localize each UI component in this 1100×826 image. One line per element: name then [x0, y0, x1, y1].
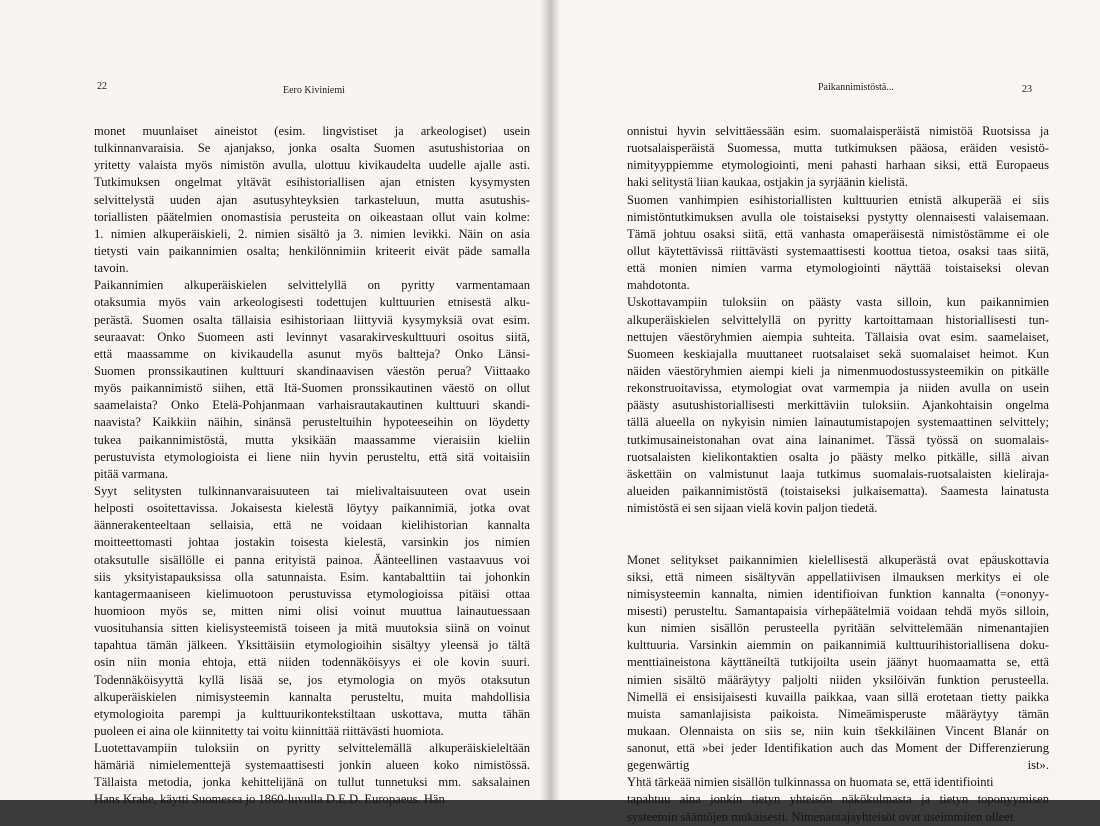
text-line: osin niin monia ehtoja, että niiden todennäköisyys ei ole kovin suuri. — [94, 655, 530, 670]
text-line: Tutkimuksen ongelmat yltävät esihistoriallisen ajan etnisten kysymysten — [94, 175, 530, 190]
text-line: tapahtuu aina jonkin tietyn yhteisön näkökulmasta ja tietyn toponyymisen — [627, 792, 1049, 807]
text-line: kulttuuria. Varsinkin aiemmin on paikannimiä kulttuurihistoriallisena doku- — [627, 638, 1049, 653]
text-line: päästy asutushistoriallisesti merkittäviin tuloksiin. Ajankohtaisin ongelma — [627, 398, 1049, 413]
text-line: Todennäköisyyttä kyllä lisää se, jos etymologia on myös otaksutun — [94, 672, 530, 687]
text-line: siksi, että nimeen sisältyvän appellatiivisen ilmauksen merkitys ei ole — [627, 569, 1049, 584]
text-line: onnistui hyvin selvittäessään esim. suomalaisperäistä nimistöä Ruotsissa ja — [627, 124, 1049, 138]
text-line: sanonut, että »bei jeder Identifikation auch das Moment der Differenzierung — [627, 741, 1049, 756]
text-line: Uskottavampiin tuloksiin on päästy vasta silloin, kun paikannimien — [627, 295, 1049, 310]
text-line: nettujen väestöryhmien aiempia suhteita. Tällaisia ovat esim. saamelaiset, — [627, 329, 1049, 344]
text-line: ruotsalaisten kielikontaktien osalta jo päästy melko pitkälle, sillä aivan — [627, 449, 1049, 464]
text-line: 1. nimien alkuperäiskieli, 2. nimien sisältö ja 3. nimien levikki. Näin on asia — [94, 226, 530, 241]
text-line: tutkimusaineistonahan ovat aina lainanimet. Tässä työssä on suomalais- — [627, 432, 1049, 447]
text-line: mahdotonta. — [627, 278, 690, 293]
text-line: Nimellä ei ensisijaisesti kuvailla paikkaa, vaan sillä erotetaan tietty paikka — [627, 689, 1049, 704]
text-line: naavista? Kaikkiin näihin, sinänsä perusteltuihin hypoteeseihin on löydetty — [94, 415, 530, 430]
text-line: ruotsalaisperäistä Suomessa, mutta tutkimuksen pääosa, eräiden vesistö- — [627, 141, 1049, 156]
text-line: tulkinnanvaraisia. Se ajanjakso, jonka osalta Suomen asutushistoriaa on — [94, 141, 530, 156]
text-line: perustuvista etymologioista ei liene niin hyvin perusteltu, että sitä voitaisiin — [94, 449, 530, 464]
text-line: saamelaista? Onko Etelä-Pohjanmaan varhaisrautakautinen kulttuuri skandi- — [94, 398, 530, 413]
text-line: kantagermaaniseen kielimuotoon perustuvissa etymologioissa pitäisi ottaa — [94, 586, 530, 601]
text-line: nimistöntutkimuksen avulla ole toistaiseksi pystytty olennaisesti valaisemaan. — [627, 209, 1049, 224]
text-line: Syyt selitysten tulkinnanvaraisuuteen tai mielivaltaisuuteen ovat usein — [94, 483, 530, 498]
left-body-text — [94, 123, 530, 809]
text-line: että maassamme on kivikaudella asunut myös baltteja? Onko Länsi- — [94, 346, 530, 361]
text-line — [627, 534, 1049, 551]
text-line: perästä. Suomen osalta tällaisia esihistoriaan liittyviä kysymyksiä ovat esim. — [94, 312, 530, 327]
text-line: toriallisten päätelmien onomastisia perusteita on oikeastaan ollut vain kolme: — [94, 209, 530, 224]
text-line: hämäriä nimielementtejä systemaattisesti jonkin alueen koko nimistössä. — [94, 758, 530, 773]
text-line: menttiaineistona käyttäneiltä tutkijoilta usein jäänyt huomaamatta se, että — [627, 655, 1049, 670]
text-line: huomioon myös se, mitten nimi olisi voinut muuttua lainautuessaan — [94, 603, 530, 618]
text-line: alkuperäiskielen selvittelyllä on pyritty kartoittamaan historiallisesti tun- — [627, 312, 1049, 327]
text-line: puoleen ei aina ole kiinnitetty tai voitu kiinnittää riittävästi huomiota. — [94, 723, 444, 738]
text-line: kun nimien sisällön perusteella pyritään selvittelemään nimenantajien — [627, 621, 1049, 636]
text-line: tietysti vain paikannimien osalta; henkilönnimiin kriteerit eivät päde samalla — [94, 243, 530, 258]
text-line: pitää varmana. — [94, 466, 169, 481]
text-line: nimityyppiemme etymologiointi, meni pahasti harhaan siksi, että Europaeus — [627, 158, 1049, 173]
text-line: myös paikannimistö siihen, että Itä-Suomen pronssikautinen väestö on ollut — [94, 381, 530, 396]
text-line: nimien sisältö määräytyy paljolti niiden yksilöivän funktion perusteella. — [627, 672, 1049, 687]
text-line: helposti osoitettavissa. Jokaisesta kielestä löytyy paikannimiä, jotka ovat — [94, 501, 530, 516]
text-line: alkuperäiskielen nimisysteemin kannalta perusteltu, muita mahdollisia — [94, 689, 530, 704]
text-line: yritetty valaista myös nimistön avulla, ulottuu kivikaudelta uudelle ajalle asti. — [94, 158, 530, 173]
text-line: haki selitystä liian kaukaa, ostjakin ja syrjäänin kielistä. — [627, 175, 908, 190]
left-page — [0, 0, 551, 807]
text-line: Suomen vanhimpien esihistoriallisten kulttuurien etnistä alkuperää ei siis — [627, 192, 1049, 207]
text-line: etymologioita parempi ja kulttuurikontekstiltaan uskottava, mutta tähän — [94, 706, 530, 721]
text-line: tukea paikannimistöstä, mutta yksikään maassamme vieraisiin kieliin — [94, 432, 530, 447]
text-line: Suomen pronssikautinen kulttuuri skandinaavisen väestön perua? Viittaako — [94, 363, 530, 378]
text-line: vuosituhansia sitten kielisysteemistä toiseen ja mitä muutoksia siinä on voinut — [94, 621, 530, 636]
text-line: Paikannimien alkuperäiskielen selvittelyllä on pyritty varmentamaan — [94, 278, 530, 293]
text-line: ollut käytettävissä riittävästi systemaattisesti koottua tietoa, osaksi taas siitä, — [627, 243, 1049, 258]
text-line: Yhtä tärkeää nimien sisällön tulkinnassa on huomata se, että identifiointi — [627, 775, 994, 790]
right-running-head: Paikannimistöstä... — [818, 82, 894, 93]
book-gutter — [540, 0, 560, 800]
text-line: Tämä johtuu osaksi siitä, että vanhasta omaperäisestä nimistöstämme ei ole — [627, 226, 1049, 241]
text-line: muista samanlajisista paikoista. Nimeämisperuste määräytyy tämän — [627, 706, 1049, 721]
text-line: otaksumia myös vain arkeologisesti todettujen kulttuurien etnisestä alku- — [94, 295, 530, 310]
text-line: tavoin. — [94, 261, 129, 276]
text-line — [627, 517, 1049, 534]
text-line: äskettäin on valmistunut laaja tutkimus suomalais-ruotsalaisten kieliraja- — [627, 466, 1049, 481]
text-line: Tällaista metodia, jonka kehittelijänä on tullut tunnetuksi mm. saksalainen — [94, 775, 530, 790]
text-line: nimisysteemin kannalta, nimien identifioivan funktion kannalta (=ononyy- — [627, 586, 1049, 601]
text-line: misesti) perusteltu. Samantapaisia virhepäätelmiä voidaan tehdä myös silloin, — [627, 603, 1049, 618]
text-line: tällä alueella on nykyisin nimien lainautumistapojen systemaattinen selvittely; — [627, 415, 1049, 430]
text-line: alueiden paikannimistöstä (toistaiseksi julkaisematta). Saamesta lainatusta — [627, 483, 1049, 498]
text-line: otaksutulle sisällölle ei panna erityistä painoa. Äänteellinen vastaavuus voi — [94, 552, 530, 567]
text-line: nimistöstä ei sen sijaan vielä kovin paljon tiedetä. — [627, 501, 878, 516]
text-line: Hans Krahe, käytti Suomessa jo 1860-luvulla D.E.D. Europaeus. Hän — [94, 792, 445, 807]
right-page — [551, 0, 1100, 824]
right-body-text — [627, 123, 1049, 826]
text-line: mukaan. Olennaista on siis se, niin kuin tšekkiläinen Vincent Blanár on — [627, 723, 1049, 738]
text-line: monet muunlaiset aineistot (esim. lingvistiset ja arkeologiset) usein — [94, 124, 530, 138]
text-line: seuraavat: Onko Suomeen asti levinnyt vasarakirveskulttuuri osoitus siitä, — [94, 329, 530, 344]
text-line: siis yksityistapauksissa olla satunnaista. Esim. kantabalttiin tai johonkin — [94, 569, 530, 584]
right-page-number: 23 — [1022, 84, 1032, 95]
text-line: gegenwärtig ist». — [627, 758, 1049, 773]
text-line: Suomeen keskiajalla muuttaneet ruotsalaiset sekä suomalaiset heimot. Kun — [627, 346, 1049, 361]
text-line: selvittelystä uuden ajan asutusyhteyksien tarkasteluun, mutta asutushis- — [94, 192, 530, 207]
text-line: rekonstruoitavissa, etymologiat ovat varmempia ja niiden avulla on usein — [627, 381, 1049, 396]
text-line: Luotettavampiin tuloksiin on pyritty selvittelemällä alkuperäiskieleltään — [94, 741, 530, 756]
text-line: äännerakenteeltaan sellaisia, että ne voidaan kielihistorian kannalta — [94, 518, 530, 533]
text-line: moitteettomasti johtaa jostakin toisesta kielestä, varsinkin jos nimien — [94, 535, 530, 550]
text-line: tapahtua tämän jälkeen. Yksittäisiin etymologioihin sisältyy yleensä jo tältä — [94, 638, 530, 653]
left-running-head: Eero Kiviniemi — [283, 85, 345, 96]
text-line: näiden väestöryhmien aiempi kieli ja nimenmuodostussysteemikin on pitkälle — [627, 363, 1049, 378]
left-page-number: 22 — [97, 81, 107, 92]
text-line: että monien nimien varma etymologiointi näyttää toistaiseksi olevan — [627, 261, 1049, 276]
text-line: Monet selitykset paikannimien kielellisestä alkuperästä ovat epäuskottavia — [627, 552, 1049, 567]
text-line: systeemin sääntöjen mukaisesti. Nimenantajayhteisöt ovat useimmiten olleet — [627, 809, 1014, 824]
